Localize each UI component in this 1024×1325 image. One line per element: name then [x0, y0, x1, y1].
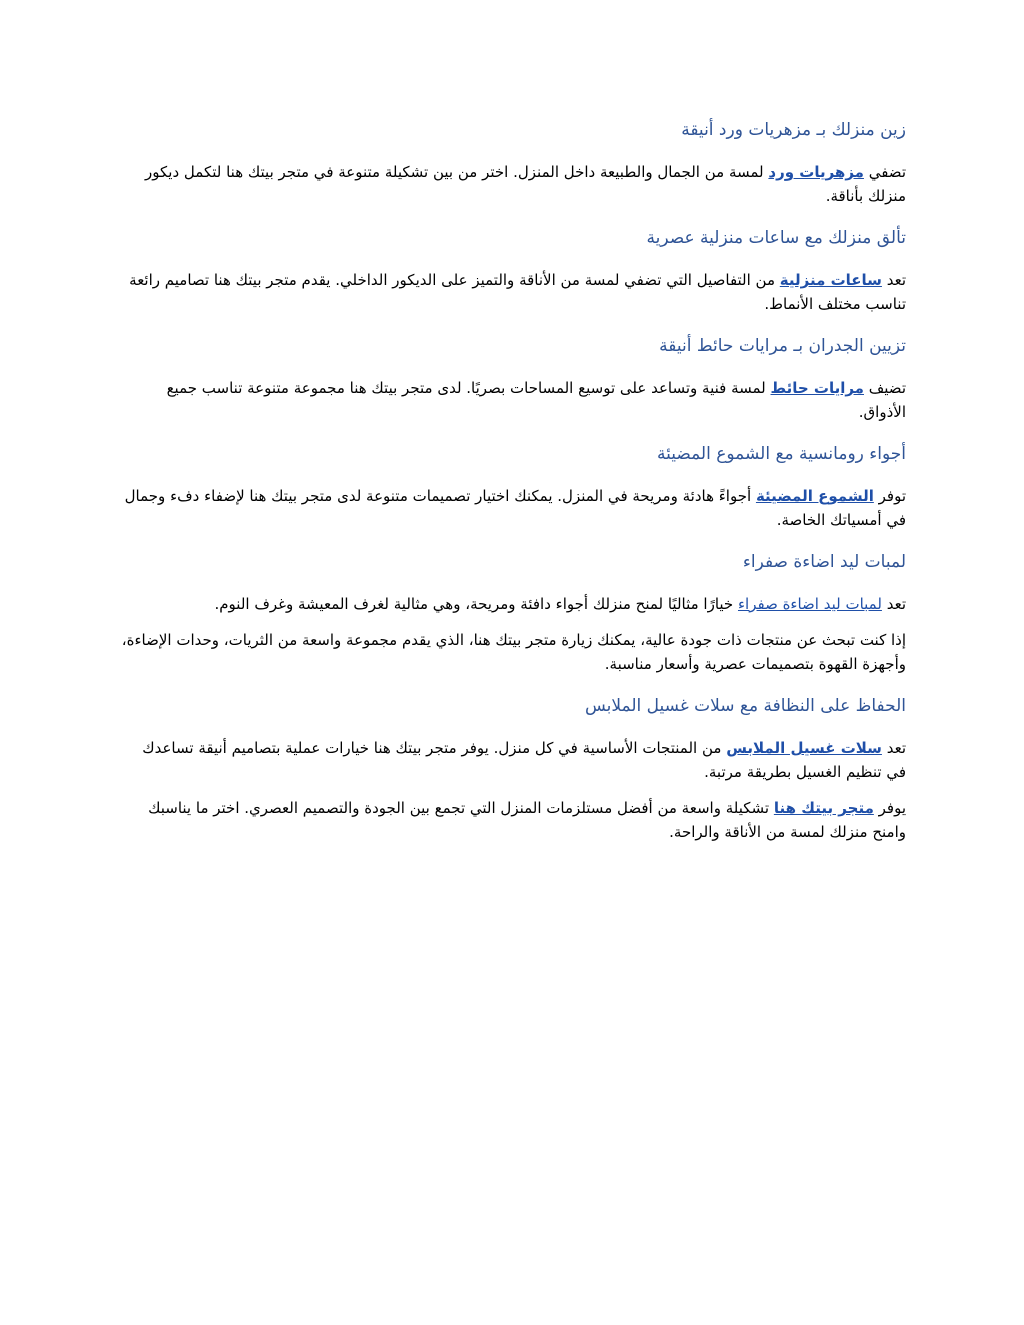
paragraph-vases — [121, 160, 906, 208]
paragraph-laundry — [121, 736, 906, 784]
paragraph-text: تعد — [881, 271, 906, 289]
paragraph-text: يوفر — [873, 799, 906, 817]
paragraph-text: لمسة فنية وتساعد على توسيع المساحات بصريًا. لدى متجر بيتك هنا مجموعة متنوعة تناسب جميع الأذواق. — [166, 379, 906, 421]
link-store[interactable]: متجر بيتك هنا — [773, 799, 874, 817]
paragraph-candles — [121, 484, 906, 532]
section-heading-vases: زين منزلك بـ مزهريات ورد أنيقة — [681, 120, 906, 140]
paragraph-text: تضيف — [863, 379, 906, 397]
link-led-lamps[interactable]: لمبات ليد اضاءة صفراء — [737, 595, 882, 613]
paragraph-text: تضفي — [863, 163, 906, 181]
link-laundry[interactable]: سلات غسيل الملابس — [726, 739, 882, 757]
paragraph-led-lamps — [121, 592, 906, 616]
paragraph-closing — [121, 796, 906, 844]
section-heading-candles: أجواء رومانسية مع الشموع المضيئة — [656, 444, 906, 464]
section-heading-clocks: تألق منزلك مع ساعات منزلية عصرية — [646, 228, 906, 248]
paragraph-text: تعد — [881, 739, 906, 757]
paragraph-text: توفر — [873, 487, 906, 505]
link-mirrors[interactable]: مرايات حائط — [770, 379, 864, 397]
paragraph-text: تعد — [881, 595, 906, 613]
section-heading-laundry: الحفاظ على النظافة مع سلات غسيل الملابس — [584, 696, 906, 716]
link-candles[interactable]: الشموع المضيئة — [755, 487, 874, 505]
article-body — [121, 112, 906, 844]
link-clocks[interactable]: ساعات منزلية — [779, 271, 882, 289]
link-vases[interactable]: مزهريات ورد — [768, 163, 864, 181]
paragraph-text: من المنتجات الأساسية في كل منزل. يوفر متجر بيتك هنا خيارات عملية بتصاميم أنيقة تساعدك في تنظيم الغسيل بطريقة مرتبة. — [142, 739, 906, 781]
section-heading-led-lamps: لمبات ليد اضاءة صفراء — [742, 552, 906, 572]
paragraph-store-info: إذا كنت تبحث عن منتجات ذات جودة عالية، يمكنك زيارة متجر بيتك هنا، الذي يقدم مجموعة واسعة من الثريات، وحدات الإضاءة، وأجهزة القهوة بتصميمات عصرية وأسعار مناسبة. — [121, 631, 906, 673]
paragraph-text: أجواءً هادئة ومريحة في المنزل. يمكنك اختيار تصميمات متنوعة لدى متجر بيتك هنا لإضفاء دفء وجمال في أمسياتك الخاصة. — [124, 487, 906, 529]
paragraph-text: من التفاصيل التي تضفي لمسة من الأناقة والتميز على الديكور الداخلي. يقدم متجر بيتك هنا تصاميم رائعة تناسب مختلف الأنماط. — [129, 271, 906, 313]
section-heading-mirrors: تزيين الجدران بـ مرايات حائط أنيقة — [659, 336, 906, 356]
paragraph-clocks — [121, 268, 906, 316]
paragraph-text: خيارًا مثاليًا لمنح منزلك أجواء دافئة ومريحة، وهي مثالية لغرف المعيشة وغرف النوم. — [214, 595, 738, 613]
paragraph-text: تشكيلة واسعة من أفضل مستلزمات المنزل التي تجمع بين الجودة والتصميم العصري. اختر ما يناسبك وامنح منزلك لمسة من الأناقة والراحة. — [148, 799, 906, 841]
paragraph-text: لمسة من الجمال والطبيعة داخل المنزل. اختر من بين تشكيلة متنوعة في متجر بيتك هنا لتكمل ديكور منزلك بأناقة. — [145, 163, 906, 205]
paragraph-mirrors — [121, 376, 906, 424]
